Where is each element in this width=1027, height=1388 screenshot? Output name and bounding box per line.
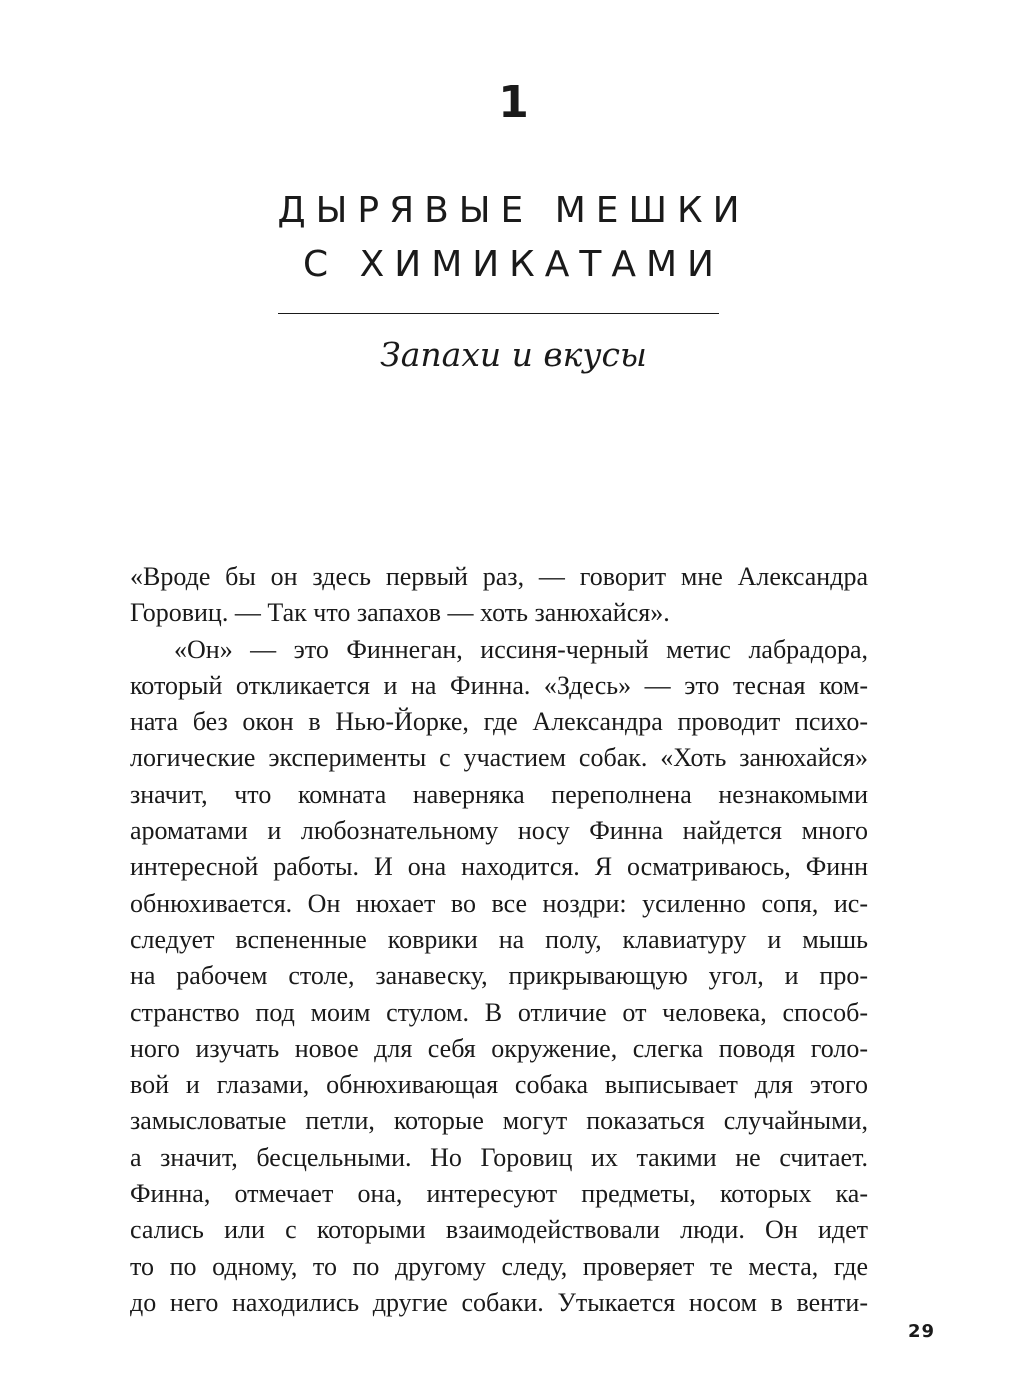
- text-line: Финна, отмечает она, интересуют предметы, которых ка-: [130, 1179, 868, 1209]
- text-line: следует вспененные коврики на полу, клавиатуру и мышь: [130, 924, 868, 954]
- text-line: значит, что комната наверняка переполнена незнакомыми: [130, 779, 868, 809]
- text-line: который откликается и на Финна. «Здесь» — это тесная ком-: [130, 670, 868, 700]
- text-line: обнюхивается. Он нюхает во все ноздри: усиленно сопя, ис-: [130, 888, 868, 918]
- chapter-subtitle: Запахи и вкусы: [380, 335, 647, 374]
- text-line: «Вроде бы он здесь первый раз, — говорит мне Александра: [130, 562, 868, 591]
- chapter-number: 1: [498, 77, 529, 128]
- text-line: вой и глазами, обнюхивающая собака выписывает для этого: [130, 1070, 868, 1100]
- text-line: до него находились другие собаки. Утыкается носом в венти-: [130, 1287, 868, 1317]
- page-number: 29: [907, 1321, 935, 1342]
- title-divider: [278, 313, 719, 314]
- text-line: замысловатые петли, которые могут показаться случайными,: [130, 1106, 868, 1136]
- text-line: сались или с которыми взаимодействовали люди. Он идет: [130, 1215, 868, 1245]
- text-line: а значит, бесцельными. Но Горовиц их такими не считает.: [130, 1142, 868, 1172]
- text-line: «Он» — это Финнеган, иссиня-черный метис лабрадора,: [174, 634, 868, 664]
- text-line: ароматами и любознательному носу Финна найдется много: [130, 816, 868, 846]
- text-line: интересной работы. И она находится. Я осматриваюсь, Финн: [130, 852, 868, 882]
- text-line: логические эксперименты с участием собак. «Хоть занюхайся»: [130, 743, 868, 773]
- text-line: ного изучать новое для себя окружение, слегка поводя голо-: [130, 1033, 868, 1063]
- text-line: Горовиц. — Так что запахов — хоть занюхайся».: [130, 598, 670, 628]
- text-line: то по одному, то по другому следу, проверяет те места, где: [130, 1251, 868, 1281]
- text-line: странство под моим стулом. В отличие от человека, способ-: [130, 997, 868, 1027]
- chapter-title-line-1: ДЫРЯВЫЕ МЕШКИ: [277, 190, 750, 231]
- body-text: [130, 559, 868, 1321]
- text-line: на рабочем столе, занавеску, прикрывающую угол, и про-: [130, 961, 868, 991]
- text-line: ната без окон в Нью-Йорке, где Александра проводит психо-: [130, 707, 868, 737]
- chapter-title: [0, 184, 1027, 292]
- chapter-title-line-2: С ХИМИКАТАМИ: [303, 244, 724, 285]
